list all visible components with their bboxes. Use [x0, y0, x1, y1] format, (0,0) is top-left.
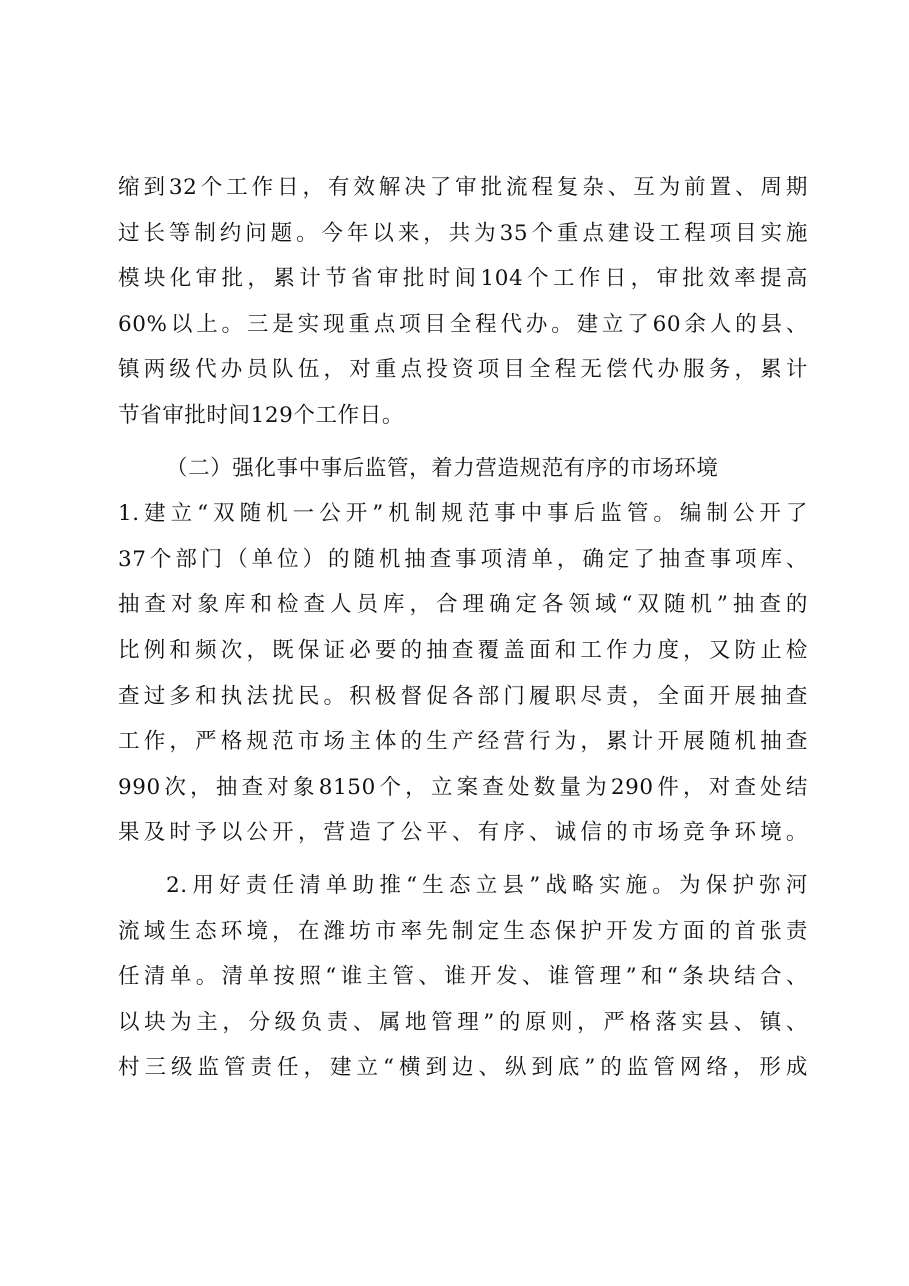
text-line: 990次，抽查对象8150个，立案查处数量为290件，对查处结 [118, 774, 808, 800]
text-line: 缩到32个工作日，有效解决了审批流程复杂、互为前置、周期 [118, 175, 808, 200]
text-line: 村三级监管责任，建立“横到边、纵到底”的监管网络，形成 [118, 1055, 808, 1081]
text-line: 模块化审批，累计节省审批时间104个工作日，审批效率提高 [118, 266, 808, 292]
text-line: 2.用好责任清单助推“生态立县”战略实施。为保护弥河 [166, 872, 808, 898]
section-heading: （二）强化事中事后监管，着力营造规范有序的市场环境 [166, 455, 719, 481]
text-line: 抽查对象库和检查人员库，合理确定各领域“双随机”抽查的 [118, 592, 808, 618]
text-line: 过长等制约问题。今年以来，共为35个重点建设工程项目实施 [118, 220, 808, 246]
text-line: 工作，严格规范市场主体的生产经营行为，累计开展随机抽查 [118, 729, 808, 755]
text-line: 任清单。清单按照“谁主管、谁开发、谁管理”和“条块结合、 [118, 964, 808, 990]
text-line: 以块为主，分级负责、属地管理”的原则，严格落实县、镇、 [118, 1009, 808, 1035]
text-line: 节省审批时间129个工作日。 [118, 402, 404, 428]
text-line: 流域生态环境，在潍坊市率先制定生态保护开发方面的首张责 [118, 918, 808, 944]
text-line: 果及时予以公开，营造了公平、有序、诚信的市场竞争环境。 [118, 820, 808, 846]
text-line: 1.建立“双随机一公开”机制规范事中事后监管。编制公开了 [118, 501, 808, 527]
paragraph-3 [118, 863, 808, 1091]
body-text [118, 165, 808, 1091]
text-line: 37个部门（单位）的随机抽查事项清单，确定了抽查事项库、 [118, 546, 808, 572]
text-line: 查过多和执法扰民。积极督促各部门履职尽责，全面开展抽查 [118, 683, 808, 709]
paragraph-2 [118, 446, 808, 856]
text-line: 60%以上。三是实现重点项目全程代办。建立了60余人的县、 [118, 311, 808, 337]
text-line: 镇两级代办员队伍，对重点投资项目全程无偿代办服务，累计 [118, 357, 808, 383]
text-line: 比例和频次，既保证必要的抽查覆盖面和工作力度，又防止检 [118, 637, 808, 663]
paragraph-1 [118, 165, 808, 439]
